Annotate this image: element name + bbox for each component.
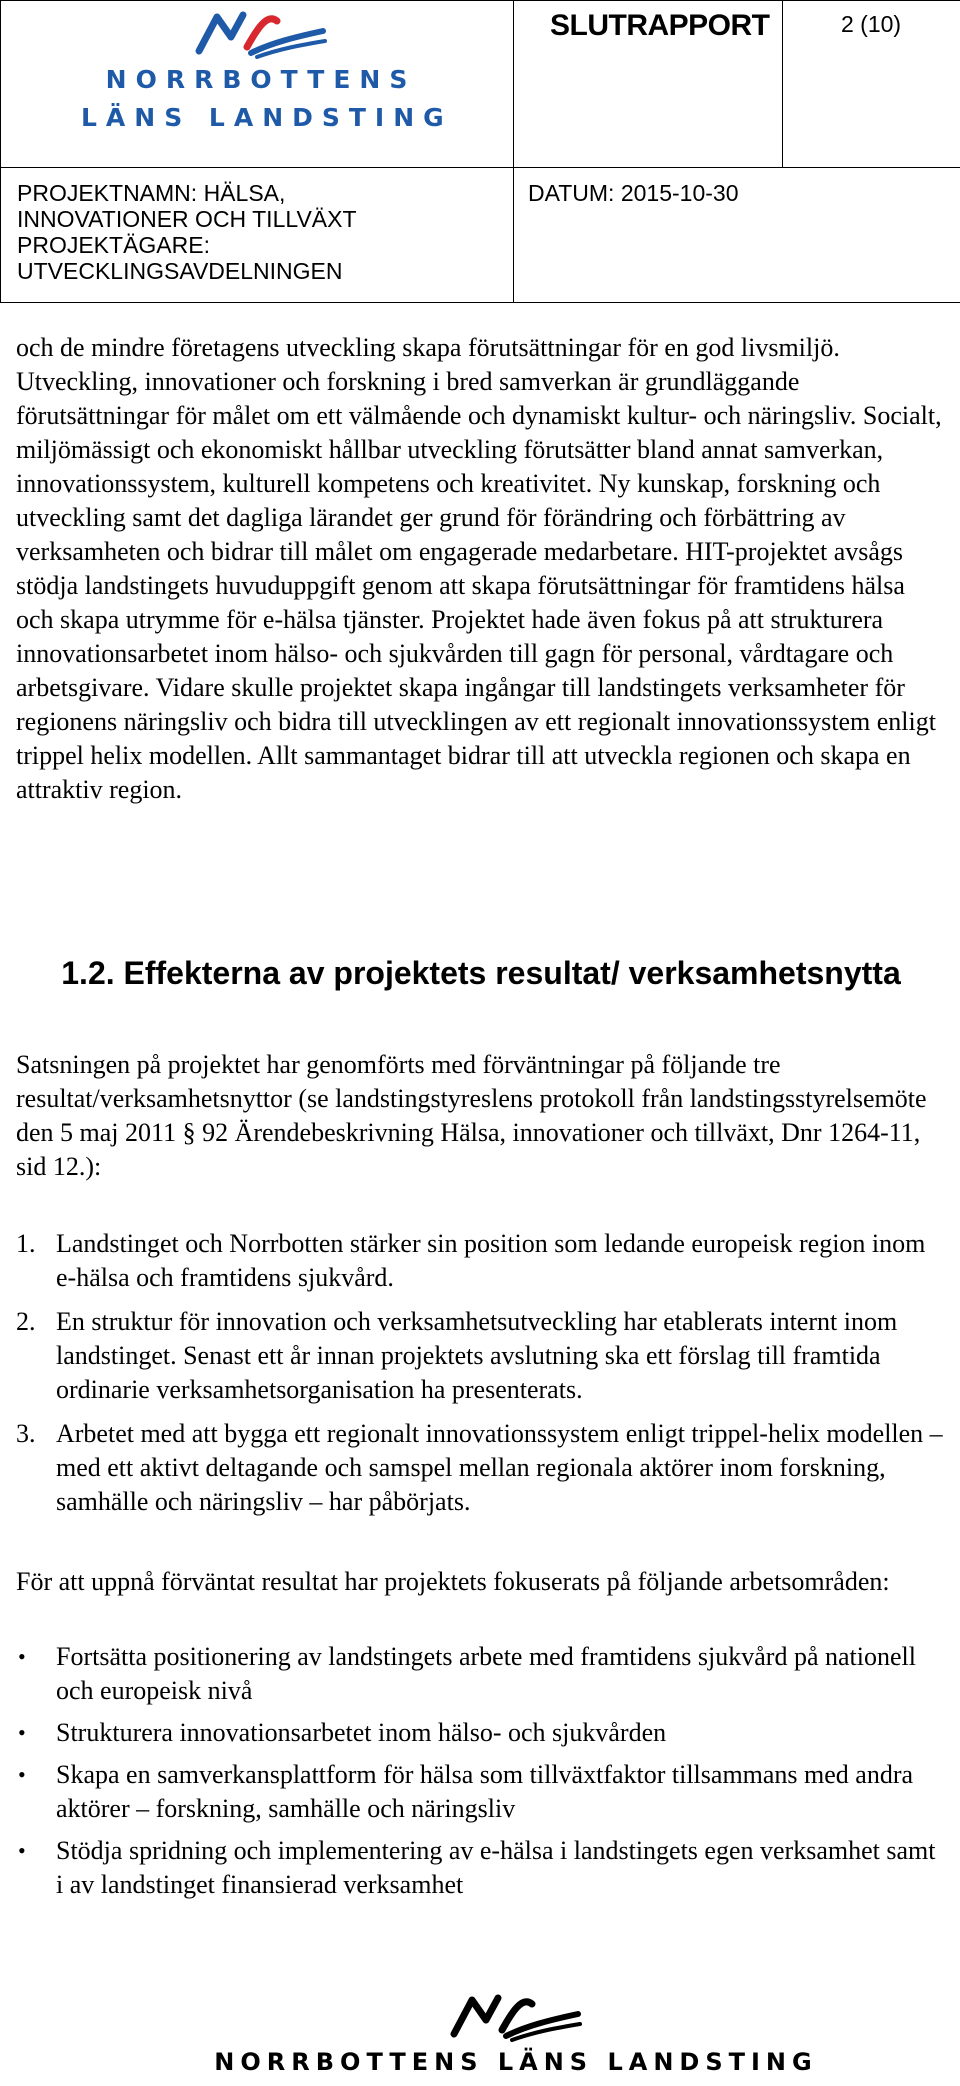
- list-number: 2.: [16, 1307, 36, 1336]
- expected-results-list: [16, 1227, 946, 1529]
- header-title-cell: [514, 1, 783, 168]
- list-item: [16, 1227, 946, 1295]
- list-item-text: Stödja spridning och implementering av e-hälsa i landstingets egen verksamhet samt i av landstinget finansierad verksamhet: [56, 1836, 936, 1899]
- header-project-cell: [1, 168, 514, 303]
- list-item-text: Fortsätta positionering av landstingets arbete med framtidens sjukvård på nationell och europeisk nivå: [56, 1642, 916, 1705]
- header-page-cell: [783, 1, 960, 168]
- body-paragraph-2: Satsningen på projektet har genomförts med förväntningar på följande tre resultat/verksamhetsnyttor (se landstingstyreslens protokoll från landstingsstyrelsemöte den 5 maj 2011 § 92 Ärendebeskrivning Hälsa, innovationer och tillväxt, Dnr 1264-11, sid 12.):: [16, 1050, 927, 1181]
- list-item: [16, 1834, 946, 1902]
- list-item: [16, 1305, 946, 1407]
- bullet-icon: •: [18, 1720, 26, 1745]
- body-paragraph-1: och de mindre företagens utveckling skapa förutsättningar för en god livsmiljö. Utveckling, innovationer och forskning i bred samverkan är grundläggande förutsättningar för målet om ett välmående och dynamiskt kultur- och näringsliv. Socialt, miljömässigt och ekonomiskt hållbar utveckling förutsätter bland annat samverkan, innovationssystem, kulturell kompetens och kreativitet. Ny kunskap, forskning och utveckling samt det dagliga lärandet ger grund för förändring och förbättring av verksamheten och bidrar till målet om engagerade medarbetare. HIT-projektet avsågs stödja landstingets huvuduppgift genom att skapa förutsättningar för framtidens hälsa och skapa utrymme för e-hälsa tjänster. Projektet hade även fokus på att strukturera innovationsarbetet inom hälso- och sjukvården till gagn för personal, vårdtagare och arbetsgivare. Vidare skulle projektet skapa ingångar till landstingets verksamheter för regionens näringsliv och bidra till utvecklingen av ett regionalt innovationssystem enligt trippel helix modellen. Allt sammantaget bidrar till att utveckla regionen och skapa en attraktiv region.: [16, 333, 942, 804]
- work-areas-list: [16, 1640, 946, 1910]
- bullet-icon: •: [18, 1762, 26, 1787]
- list-item-text: Arbetet med att bygga ett regionalt innovationssystem enligt trippel-helix modellen – med ett aktivt deltagande och samspel mellan regionala aktörer inom forskning, samhälle och näringsliv – har påbörjats.: [56, 1419, 943, 1516]
- list-item-text: Skapa en samverkansplattform för hälsa som tillväxtfaktor tillsammans med andra aktörer – forskning, samhälle och näringsliv: [56, 1760, 914, 1823]
- body-paragraph-3: För att uppnå förväntat resultat har projektets fokuserats på följande arbetsområden:: [16, 1567, 890, 1596]
- list-item-text: Strukturera innovationsarbetet inom hälso- och sjukvården: [56, 1718, 667, 1747]
- header-date-cell: [514, 168, 960, 303]
- logo-line1: NORRBOTTENS: [105, 65, 417, 94]
- footer-logo-mark-icon: [446, 1990, 586, 2042]
- project-info: [17, 180, 457, 284]
- document-date: DATUM: 2015-10-30: [528, 180, 739, 206]
- header-table: [0, 0, 960, 303]
- list-item: [16, 1417, 946, 1519]
- logo-mark-icon: [191, 7, 331, 59]
- page-number: 2 (10): [841, 11, 902, 37]
- list-number: 3.: [16, 1419, 36, 1448]
- logo-line2: LÄNS LANDSTING: [81, 103, 453, 132]
- project-name: PROJEKTNAMN: HÄLSA, INNOVATIONER OCH TILLVÄXT: [17, 180, 357, 232]
- list-item: [16, 1758, 946, 1826]
- list-item-text: Landstinget och Norrbotten stärker sin position som ledande europeisk region inom e-hälsa och framtidens sjukvård.: [56, 1229, 926, 1292]
- bullet-icon: •: [18, 1838, 26, 1863]
- list-number: 1.: [16, 1229, 36, 1258]
- section-heading: 1.2. Effekterna av projektets resultat/ verksamhetsnytta: [61, 955, 901, 991]
- project-owner: PROJEKTÄGARE: UTVECKLINGSAVDELNINGEN: [17, 232, 343, 284]
- list-item: [16, 1716, 946, 1750]
- header-logo-cell: [1, 1, 514, 168]
- footer-logo-text: NORRBOTTENS LÄNS LANDSTING: [214, 2048, 818, 2076]
- list-item: [16, 1640, 946, 1708]
- list-item-text: En struktur för innovation och verksamhetsutveckling har etablerats internt inom landstinget. Senast ett år innan projektets avslutning ska ett förslag till framtida ordinarie verksamhetsorganisation ha presenterats.: [56, 1307, 898, 1404]
- bullet-icon: •: [18, 1644, 26, 1669]
- doc-title: SLUTRAPPORT: [550, 9, 770, 42]
- footer-logo: [196, 1990, 836, 2080]
